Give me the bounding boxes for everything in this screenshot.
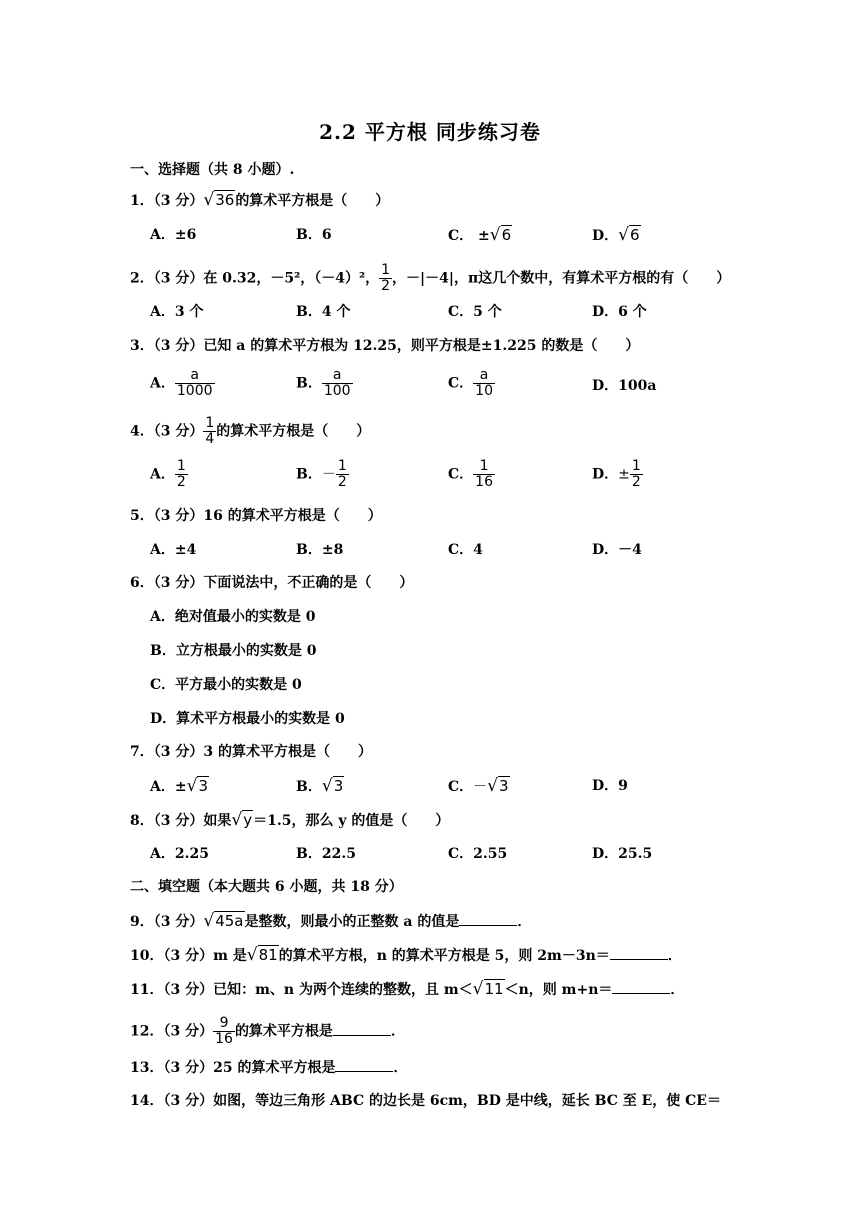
text-fragment: 已知 a 的算术平方根为 12.25，则平方根是±1.225 的数是（ ）: [203, 338, 640, 354]
text-fragment: 4: [473, 542, 483, 558]
text-fragment: C．: [448, 375, 474, 392]
q2-option-d: [592, 302, 647, 322]
sqrt-expression: [322, 776, 344, 797]
text-fragment: 6: [321, 227, 332, 243]
sqrt-expression: [473, 979, 505, 1000]
text-fragment: 13．: [130, 1060, 164, 1076]
answer-blank: [333, 1021, 391, 1036]
text-fragment: C．: [448, 228, 474, 244]
q4-option-d: [592, 459, 643, 490]
text-fragment: 3: [198, 777, 208, 795]
text-fragment: （3 分）: [153, 813, 204, 829]
text-fragment: （3 分）: [153, 338, 204, 354]
fraction: [175, 459, 188, 490]
text-fragment: A．: [150, 227, 175, 243]
sqrt-expression: [490, 225, 512, 246]
text-fragment: ±6: [174, 227, 197, 243]
answer-blank: [335, 1057, 393, 1072]
text-fragment: C．: [448, 846, 474, 862]
text-fragment: 2．: [130, 270, 154, 287]
text-fragment: 3: [499, 777, 509, 795]
q3-option-c: [448, 368, 495, 399]
text-fragment: 2.25: [174, 846, 209, 862]
text-fragment: 3: [333, 777, 344, 795]
q3-option-d: [592, 376, 656, 396]
text-fragment: B．: [296, 846, 322, 862]
text-fragment: 1: [337, 458, 347, 474]
text-fragment: D．: [592, 228, 619, 244]
answer-blank: [612, 979, 670, 994]
q5-option-d: [592, 540, 642, 560]
text-fragment: 14．: [130, 1093, 164, 1109]
text-fragment: D．: [592, 846, 619, 862]
text-fragment: （3 分）: [163, 948, 214, 964]
text-fragment: 1: [176, 458, 186, 474]
text-fragment: 2: [176, 474, 186, 490]
text-fragment: （3 分）: [163, 1023, 214, 1040]
text-fragment: B．: [296, 227, 322, 243]
text-fragment: D．: [592, 466, 619, 483]
text-fragment: 3．: [130, 338, 154, 354]
question-2: [130, 263, 730, 294]
q6-option-a: [150, 607, 316, 627]
text-fragment: 9: [618, 778, 628, 794]
q4-option-a: [150, 459, 188, 490]
text-fragment: C．: [448, 779, 474, 795]
q1-option-c: [448, 225, 512, 246]
text-fragment: 25 的算术平方根是: [213, 1060, 336, 1076]
text-fragment: m 是: [213, 948, 247, 964]
text-fragment: －: [321, 466, 336, 483]
sqrt-expression: [203, 190, 235, 211]
question-4: [130, 416, 370, 447]
fraction: [203, 416, 216, 447]
text-fragment: D．: [592, 542, 619, 558]
fraction: [630, 459, 643, 490]
text-fragment: 绝对值最小的实数是 0: [174, 609, 316, 625]
text-fragment: 4 个: [321, 304, 351, 320]
question-8: [130, 810, 449, 831]
text-fragment: 36: [215, 191, 235, 209]
answer-blank: [610, 945, 668, 960]
text-fragment: 16: [475, 474, 493, 490]
text-fragment: 9: [219, 1015, 229, 1031]
fraction: [213, 1016, 235, 1047]
q4-option-b: [296, 459, 349, 490]
q7-option-a: [150, 776, 209, 797]
q7-option-b: [296, 776, 344, 797]
text-fragment: 的算术平方根是（ ）: [216, 423, 371, 440]
text-fragment: 1: [381, 262, 391, 278]
text-fragment: 12．: [130, 1023, 164, 1040]
text-fragment: 1000: [176, 383, 213, 399]
text-fragment: D．: [592, 378, 619, 394]
text-fragment: ±: [174, 779, 187, 795]
text-fragment: 11: [484, 980, 504, 998]
sqrt-expression: [203, 911, 244, 932]
text-fragment: 1．: [130, 193, 154, 209]
text-fragment: A．: [150, 375, 175, 392]
sqrt-expression: [247, 945, 279, 966]
text-fragment: A．: [150, 304, 175, 320]
q3-option-a: [150, 368, 215, 399]
text-fragment: 2: [337, 474, 347, 490]
text-fragment: 如果: [203, 813, 232, 829]
text-fragment: 1: [479, 458, 489, 474]
fraction: [473, 368, 495, 399]
text-fragment: B．: [296, 779, 322, 795]
text-fragment: 的算术平方根，n 的算术平方根是 5，则 2m－3n＝: [278, 948, 610, 964]
question-5: [130, 506, 382, 526]
text-fragment: 是整数，则最小的正整数 a 的值是: [244, 914, 460, 930]
text-fragment: （3 分）: [153, 193, 204, 209]
text-fragment: A．: [150, 846, 175, 862]
text-fragment: C．: [448, 466, 474, 483]
text-fragment: ．: [670, 982, 685, 998]
q1-option-b: [296, 225, 332, 245]
sqrt-expression: [487, 776, 509, 797]
text-fragment: 9．: [130, 914, 154, 930]
question-12: [130, 1016, 405, 1047]
text-fragment: ＝1.5，那么 y 的值是（ ）: [253, 813, 450, 829]
text-fragment: （3 分）: [163, 982, 214, 998]
text-fragment: a: [479, 367, 489, 383]
q6-option-b: [150, 641, 316, 661]
radical-sign: √: [321, 776, 333, 796]
text-fragment: 25.5: [618, 846, 653, 862]
text-fragment: 下面说法中，不正确的是（ ）: [203, 575, 414, 591]
text-fragment: ．: [517, 914, 532, 930]
text-fragment: 平方最小的实数是 0: [175, 677, 302, 693]
text-fragment: y: [243, 811, 253, 829]
q6-option-d: [150, 709, 345, 729]
question-6: [130, 573, 413, 593]
text-fragment: 7．: [130, 744, 154, 760]
text-fragment: 10: [475, 383, 493, 399]
text-fragment: 10．: [130, 948, 164, 964]
text-fragment: C．: [448, 304, 474, 320]
text-fragment: B．: [296, 375, 322, 392]
text-fragment: 3 个: [174, 304, 204, 320]
q2-option-a: [150, 302, 204, 322]
radical-sign: √: [487, 776, 498, 796]
radical-sign: √: [203, 911, 215, 931]
radical-sign: √: [203, 190, 215, 210]
text-fragment: A．: [150, 466, 175, 483]
text-fragment: 2.55: [473, 846, 508, 862]
text-fragment: B．: [296, 542, 322, 558]
text-fragment: 16: [215, 1031, 233, 1047]
text-fragment: ±: [618, 466, 630, 483]
text-fragment: （3 分）: [153, 423, 204, 440]
page-title: 2.2 平方根 同步练习卷: [319, 120, 541, 144]
text-fragment: 6: [501, 226, 512, 244]
section-heading-choice: 一、选择题（共 8 小题）.: [130, 162, 295, 178]
text-fragment: A．: [150, 609, 175, 625]
text-fragment: D．: [592, 778, 619, 794]
text-fragment: 已知：m、n 为两个连续的整数，且 m＜: [213, 982, 473, 998]
text-fragment: 4．: [130, 423, 154, 440]
text-fragment: 立方根最小的实数是 0: [175, 643, 317, 659]
text-fragment: －: [473, 779, 488, 795]
text-fragment: 11．: [130, 982, 164, 998]
text-fragment: 8．: [130, 813, 154, 829]
radical-sign: √: [489, 225, 501, 245]
q2-option-c: [448, 302, 502, 322]
q8-option-b: [296, 844, 356, 864]
text-fragment: （3 分）: [153, 508, 204, 524]
fraction: [473, 459, 495, 490]
text-fragment: 22.5: [321, 846, 356, 862]
text-fragment: （3 分）: [153, 744, 204, 760]
fraction: [322, 368, 353, 399]
q8-option-d: [592, 844, 652, 864]
text-fragment: ．: [390, 1023, 405, 1040]
radical-sign: √: [231, 810, 243, 830]
text-fragment: 3 的算术平方根是（ ）: [203, 744, 372, 760]
text-fragment: （3 分）: [153, 575, 204, 591]
question-13: [130, 1057, 407, 1078]
radical-sign: √: [618, 225, 629, 245]
sqrt-expression: [231, 810, 253, 831]
q7-option-c: [448, 776, 510, 797]
text-fragment: A．: [150, 779, 175, 795]
q5-option-a: [150, 540, 196, 560]
text-fragment: B．: [150, 643, 176, 659]
q6-option-c: [150, 675, 302, 695]
text-fragment: 81: [258, 946, 278, 964]
text-fragment: 100a: [618, 378, 657, 394]
text-fragment: （3 分）: [153, 914, 204, 930]
text-fragment: ，－|－4|，π这几个数中，有算术平方根的有（ ）: [392, 270, 731, 287]
text-fragment: ．: [667, 948, 682, 964]
sqrt-expression: [187, 776, 209, 797]
fraction: [379, 263, 392, 294]
question-7: [130, 742, 372, 762]
text-fragment: 2: [631, 474, 641, 490]
question-10: [130, 945, 682, 966]
q4-option-c: [448, 459, 495, 490]
question-11: [130, 979, 684, 1000]
text-fragment: ＜n，则 m+n＝: [504, 982, 613, 998]
text-fragment: A．: [150, 542, 175, 558]
text-fragment: 45a: [215, 912, 244, 930]
fraction: [175, 368, 215, 399]
text-fragment: 2: [381, 278, 391, 294]
text-fragment: 在 0.32，－5²，（－4）²，: [203, 270, 380, 287]
text-fragment: 6 个: [618, 304, 647, 320]
text-fragment: B．: [296, 466, 322, 483]
text-fragment: 5．: [130, 508, 154, 524]
text-fragment: 如图，等边三角形 ABC 的边长是 6cm，BD 是中线，延长 BC 至 E，使 CE＝: [213, 1093, 721, 1109]
radical-sign: √: [246, 945, 258, 965]
text-fragment: 算术平方根最小的实数是 0: [176, 711, 345, 727]
text-fragment: ±4: [174, 542, 197, 558]
text-fragment: a: [190, 367, 199, 383]
text-fragment: ±8: [321, 542, 344, 558]
section-heading-fill: 二、填空题（本大题共 6 小题，共 18 分）: [130, 879, 403, 895]
text-fragment: （3 分）: [163, 1093, 214, 1109]
text-fragment: D．: [150, 711, 177, 727]
text-fragment: B．: [296, 304, 322, 320]
text-fragment: 5 个: [473, 304, 502, 320]
q8-option-a: [150, 844, 209, 864]
text-fragment: 100: [323, 383, 351, 399]
text-fragment: 6．: [130, 575, 154, 591]
q5-option-b: [296, 540, 343, 560]
text-fragment: 4: [205, 431, 215, 447]
answer-blank: [459, 911, 517, 926]
text-fragment: D．: [592, 304, 619, 320]
q5-option-c: [448, 540, 483, 560]
text-fragment: 6: [629, 226, 640, 244]
text-fragment: C．: [448, 542, 474, 558]
text-fragment: C．: [150, 677, 176, 693]
question-1: [130, 190, 389, 211]
q1-option-a: [150, 225, 196, 245]
q8-option-c: [448, 844, 507, 864]
text-fragment: ．: [393, 1060, 408, 1076]
fraction: [336, 459, 349, 490]
q7-option-d: [592, 776, 628, 796]
text-fragment: （3 分）: [163, 1060, 214, 1076]
question-3: [130, 336, 639, 356]
q3-option-b: [296, 368, 353, 399]
sqrt-expression: [618, 225, 640, 246]
text-fragment: a: [332, 367, 342, 383]
text-fragment: 的算术平方根是（ ）: [235, 193, 390, 209]
text-fragment: 1: [631, 458, 641, 474]
radical-sign: √: [472, 979, 484, 999]
text-fragment: ±: [478, 228, 490, 244]
text-fragment: 1: [205, 415, 215, 431]
text-fragment: 16 的算术平方根是（ ）: [203, 508, 382, 524]
text-fragment: （3 分）: [153, 270, 204, 287]
q1-option-d: [592, 225, 641, 246]
text-fragment: －4: [618, 542, 642, 558]
q2-option-b: [296, 302, 350, 322]
question-14: [130, 1091, 721, 1111]
question-9: [130, 911, 531, 932]
text-fragment: 的算术平方根是: [234, 1023, 333, 1040]
radical-sign: √: [186, 776, 198, 796]
